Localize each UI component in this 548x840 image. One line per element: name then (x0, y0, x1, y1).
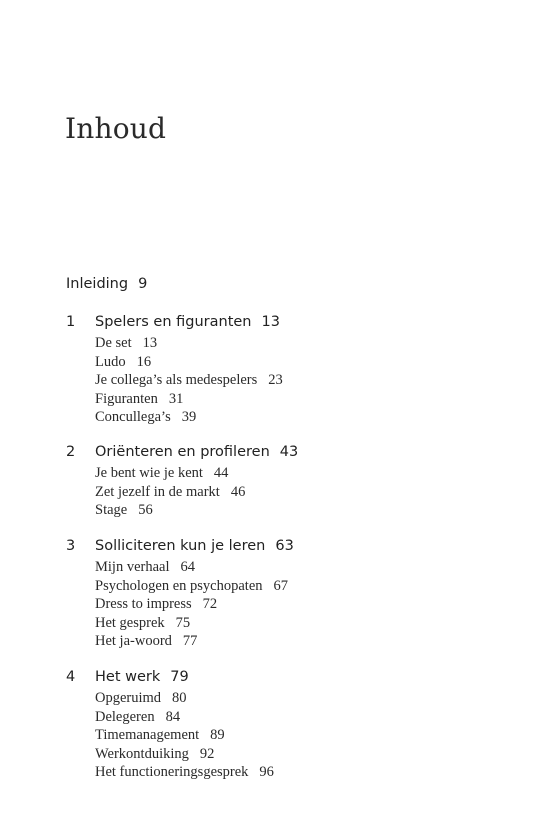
toc-page-number: 89 (210, 727, 225, 744)
toc-page-number: 96 (259, 764, 274, 781)
toc-section (95, 614, 466, 633)
chapter-number: 2 (66, 444, 76, 460)
toc-section (95, 371, 466, 390)
toc-section (95, 390, 466, 409)
toc-page-number: 77 (182, 633, 198, 650)
section-title: Mijn verhaal (95, 559, 170, 575)
toc-section (95, 408, 466, 427)
toc-section (95, 745, 466, 764)
toc-page-number: 23 (268, 372, 283, 389)
section-title: Het gesprek (95, 614, 165, 631)
section-title: Psychologen en psychopaten (95, 577, 263, 594)
toc-page-number: 43 (279, 444, 299, 460)
section-title: Delegeren (95, 708, 155, 725)
toc-page-number: 84 (165, 708, 181, 725)
section-title: Ludo (95, 353, 126, 370)
toc-page-number: 16 (136, 353, 152, 370)
toc-entry-label: Inleiding (66, 276, 129, 292)
toc-section (95, 595, 466, 614)
toc-page-number: 79 (170, 669, 189, 685)
section-title: Opgeruimd (95, 690, 162, 706)
section-list (66, 464, 466, 520)
chapter-title: Solliciteren kun je leren (95, 538, 266, 554)
toc-section (95, 558, 466, 577)
section-title: Zet jezelf in de markt (95, 483, 220, 500)
section-title: Het ja-woord (95, 633, 172, 650)
section-title: Figuranten (95, 390, 158, 407)
toc-section (95, 334, 466, 353)
toc-entry-intro (66, 276, 147, 292)
toc-page-number: 13 (261, 314, 280, 330)
toc-section (95, 577, 466, 596)
chapter-title: Spelers en figuranten (95, 314, 252, 330)
toc-section (95, 464, 466, 483)
toc-page-number: 44 (213, 465, 229, 481)
section-title: Werkontduiking (95, 745, 189, 762)
toc-page-number: 39 (181, 409, 197, 426)
chapter-heading (66, 669, 466, 689)
toc-chapter-4 (66, 669, 466, 782)
toc-section (95, 632, 466, 651)
toc-page-number: 9 (138, 276, 148, 292)
section-title: Timemanagement (95, 727, 200, 744)
toc-page-number: 46 (230, 483, 246, 500)
toc-chapter-1 (66, 314, 466, 427)
section-title: Het functioneringsgesprek (95, 764, 249, 781)
section-list (66, 689, 466, 782)
section-title: Concullega’s (95, 409, 171, 426)
chapter-number: 1 (66, 314, 76, 330)
section-list (66, 334, 466, 427)
section-list (66, 558, 466, 651)
toc-page-number: 67 (273, 577, 289, 594)
section-title: Dress to impress (95, 596, 192, 613)
toc-section (95, 501, 466, 520)
toc-page-number: 80 (172, 690, 187, 706)
toc-section (95, 483, 466, 502)
section-title: Je bent wie je kent (95, 465, 203, 481)
toc-section (95, 763, 466, 782)
section-title: Stage (95, 502, 128, 519)
toc-page-number: 31 (168, 390, 184, 407)
chapter-number: 3 (66, 538, 76, 554)
toc-page-number: 75 (175, 614, 191, 631)
toc-page-number: 63 (275, 538, 294, 554)
chapter-heading (66, 538, 466, 558)
chapter-heading (66, 444, 466, 464)
chapter-title: Oriënteren en profileren (95, 444, 270, 460)
toc-page-number: 92 (199, 745, 215, 762)
toc-page-number: 72 (202, 596, 218, 613)
chapter-title: Het werk (95, 669, 161, 685)
section-title: Je collega’s als medespelers (95, 372, 258, 389)
toc-section (95, 353, 466, 372)
chapter-number: 4 (66, 669, 76, 685)
toc-chapter-3 (66, 538, 466, 651)
toc-page-number: 56 (138, 502, 153, 519)
toc-chapter-2 (66, 444, 466, 520)
toc-page-number: 64 (180, 559, 195, 575)
section-title: De set (95, 335, 132, 351)
toc-section (95, 726, 466, 745)
page-title: Inhoud (65, 112, 167, 145)
chapter-heading (66, 314, 466, 334)
toc-page-number: 13 (142, 335, 158, 351)
toc-section (95, 689, 466, 708)
toc-section (95, 708, 466, 727)
